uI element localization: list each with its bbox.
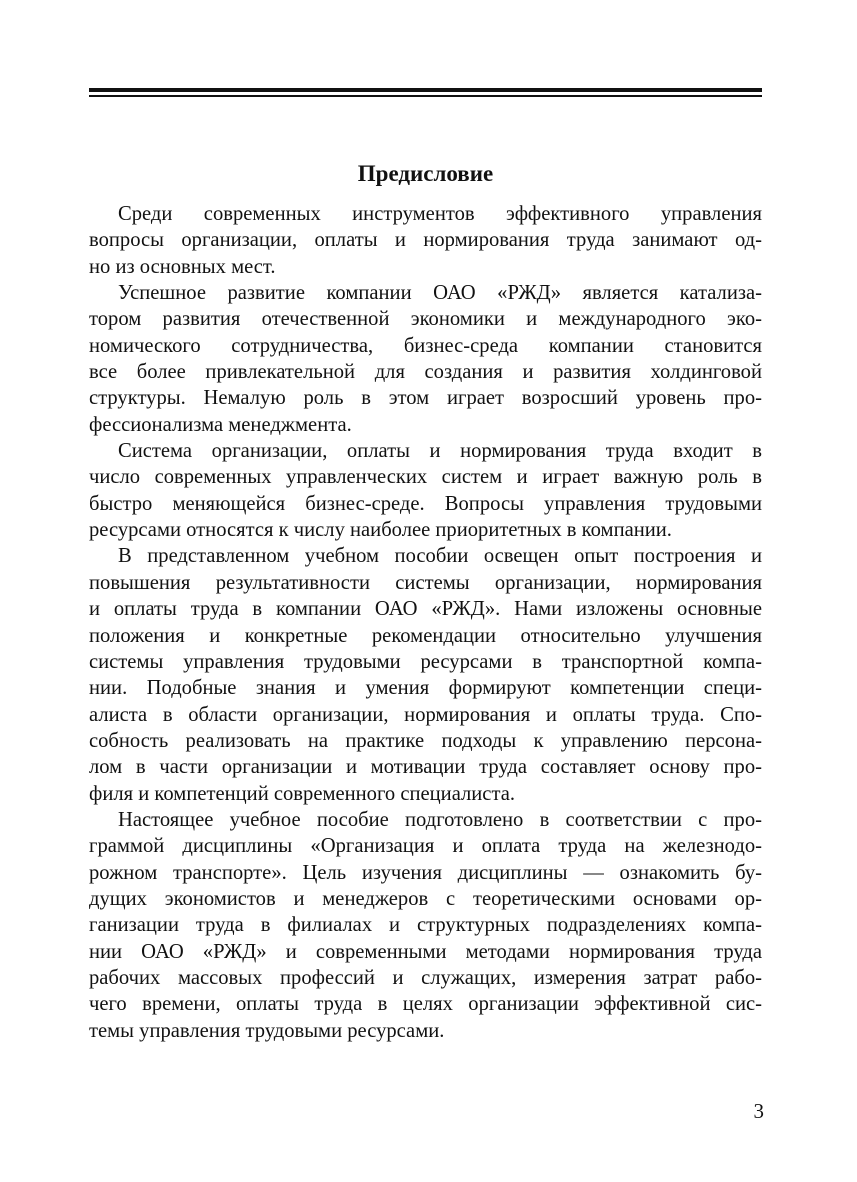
text-line: Система организации, оплаты и нормирования труда входит в bbox=[118, 440, 762, 463]
text-line: фессионализма менеджмента. bbox=[89, 413, 352, 436]
text-line: Настоящее учебное пособие подготовлено в соответствии с про- bbox=[118, 808, 762, 831]
text-line: структуры. Немалую роль в этом играет возросший уровень про- bbox=[89, 387, 762, 410]
header-rule-thick bbox=[89, 88, 762, 92]
text-line: системы управления трудовыми ресурсами в транспортной компа- bbox=[89, 650, 762, 673]
text-line: граммой дисциплины «Организация и оплата труда на железнодо- bbox=[89, 835, 762, 858]
text-line: собность реализовать на практике подходы к управлению персона- bbox=[89, 729, 762, 752]
text-line: вопросы организации, оплаты и нормирования труда занимают од- bbox=[89, 229, 762, 252]
text-line: все более привлекательной для создания и развития холдинговой bbox=[89, 361, 762, 384]
text-line: рожном транспорте». Цель изучения дисциплины — ознакомить бу- bbox=[89, 861, 762, 884]
paragraph bbox=[89, 438, 762, 543]
text-line: нии. Подобные знания и умения формируют компетенции специ- bbox=[89, 677, 762, 700]
paragraph bbox=[89, 201, 762, 280]
text-line: положения и конкретные рекомендации относительно улучшения bbox=[89, 624, 762, 647]
text-line: Среди современных инструментов эффективного управления bbox=[118, 203, 762, 225]
text-line: номического сотрудничества, бизнес-среда компании становится bbox=[89, 334, 762, 357]
text-line: повышения результативности системы организации, нормирования bbox=[89, 571, 762, 594]
text-line: филя и компетенций современного специалиста. bbox=[89, 782, 515, 805]
paragraph bbox=[89, 280, 762, 438]
text-line: но из основных мест. bbox=[89, 255, 276, 278]
text-line: и оплаты труда в компании ОАО «РЖД». Нами изложены основные bbox=[89, 598, 762, 621]
header-rule-thin bbox=[89, 95, 762, 97]
header-double-rule bbox=[89, 88, 762, 98]
text-line: ганизации труда в филиалах и структурных подразделениях компа- bbox=[89, 914, 762, 937]
text-line: нии ОАО «РЖД» и современными методами нормирования труда bbox=[89, 940, 762, 963]
text-line: темы управления трудовыми ресурсами. bbox=[89, 1019, 445, 1042]
text-line: алиста в области организации, нормирования и оплаты труда. Спо- bbox=[89, 703, 762, 726]
text-line: Успешное развитие компании ОАО «РЖД» является катализа- bbox=[118, 282, 762, 305]
page-heading: Предисловие bbox=[357, 161, 494, 186]
body-text bbox=[89, 201, 762, 1044]
text-line: В представленном учебном пособии освещен опыт построения и bbox=[118, 545, 762, 568]
text-line: ресурсами относятся к числу наиболее приоритетных в компании. bbox=[89, 519, 672, 542]
text-line: чего времени, оплаты труда в целях организации эффективной сис- bbox=[89, 993, 762, 1016]
paragraph bbox=[89, 543, 762, 806]
page-number: 3 bbox=[753, 1099, 764, 1123]
text-line: быстро меняющейся бизнес-среде. Вопросы управления трудовыми bbox=[89, 492, 762, 515]
paragraph bbox=[89, 807, 762, 1044]
text-line: тором развития отечественной экономики и международного эко- bbox=[89, 308, 762, 331]
text-line: лом в части организации и мотивации труда составляет основу про- bbox=[89, 756, 762, 779]
text-line: число современных управленческих систем и играет важную роль в bbox=[89, 466, 762, 489]
text-line: рабочих массовых профессий и служащих, измерения затрат рабо- bbox=[89, 966, 762, 989]
text-line: дущих экономистов и менеджеров с теоретическими основами ор- bbox=[89, 887, 762, 910]
